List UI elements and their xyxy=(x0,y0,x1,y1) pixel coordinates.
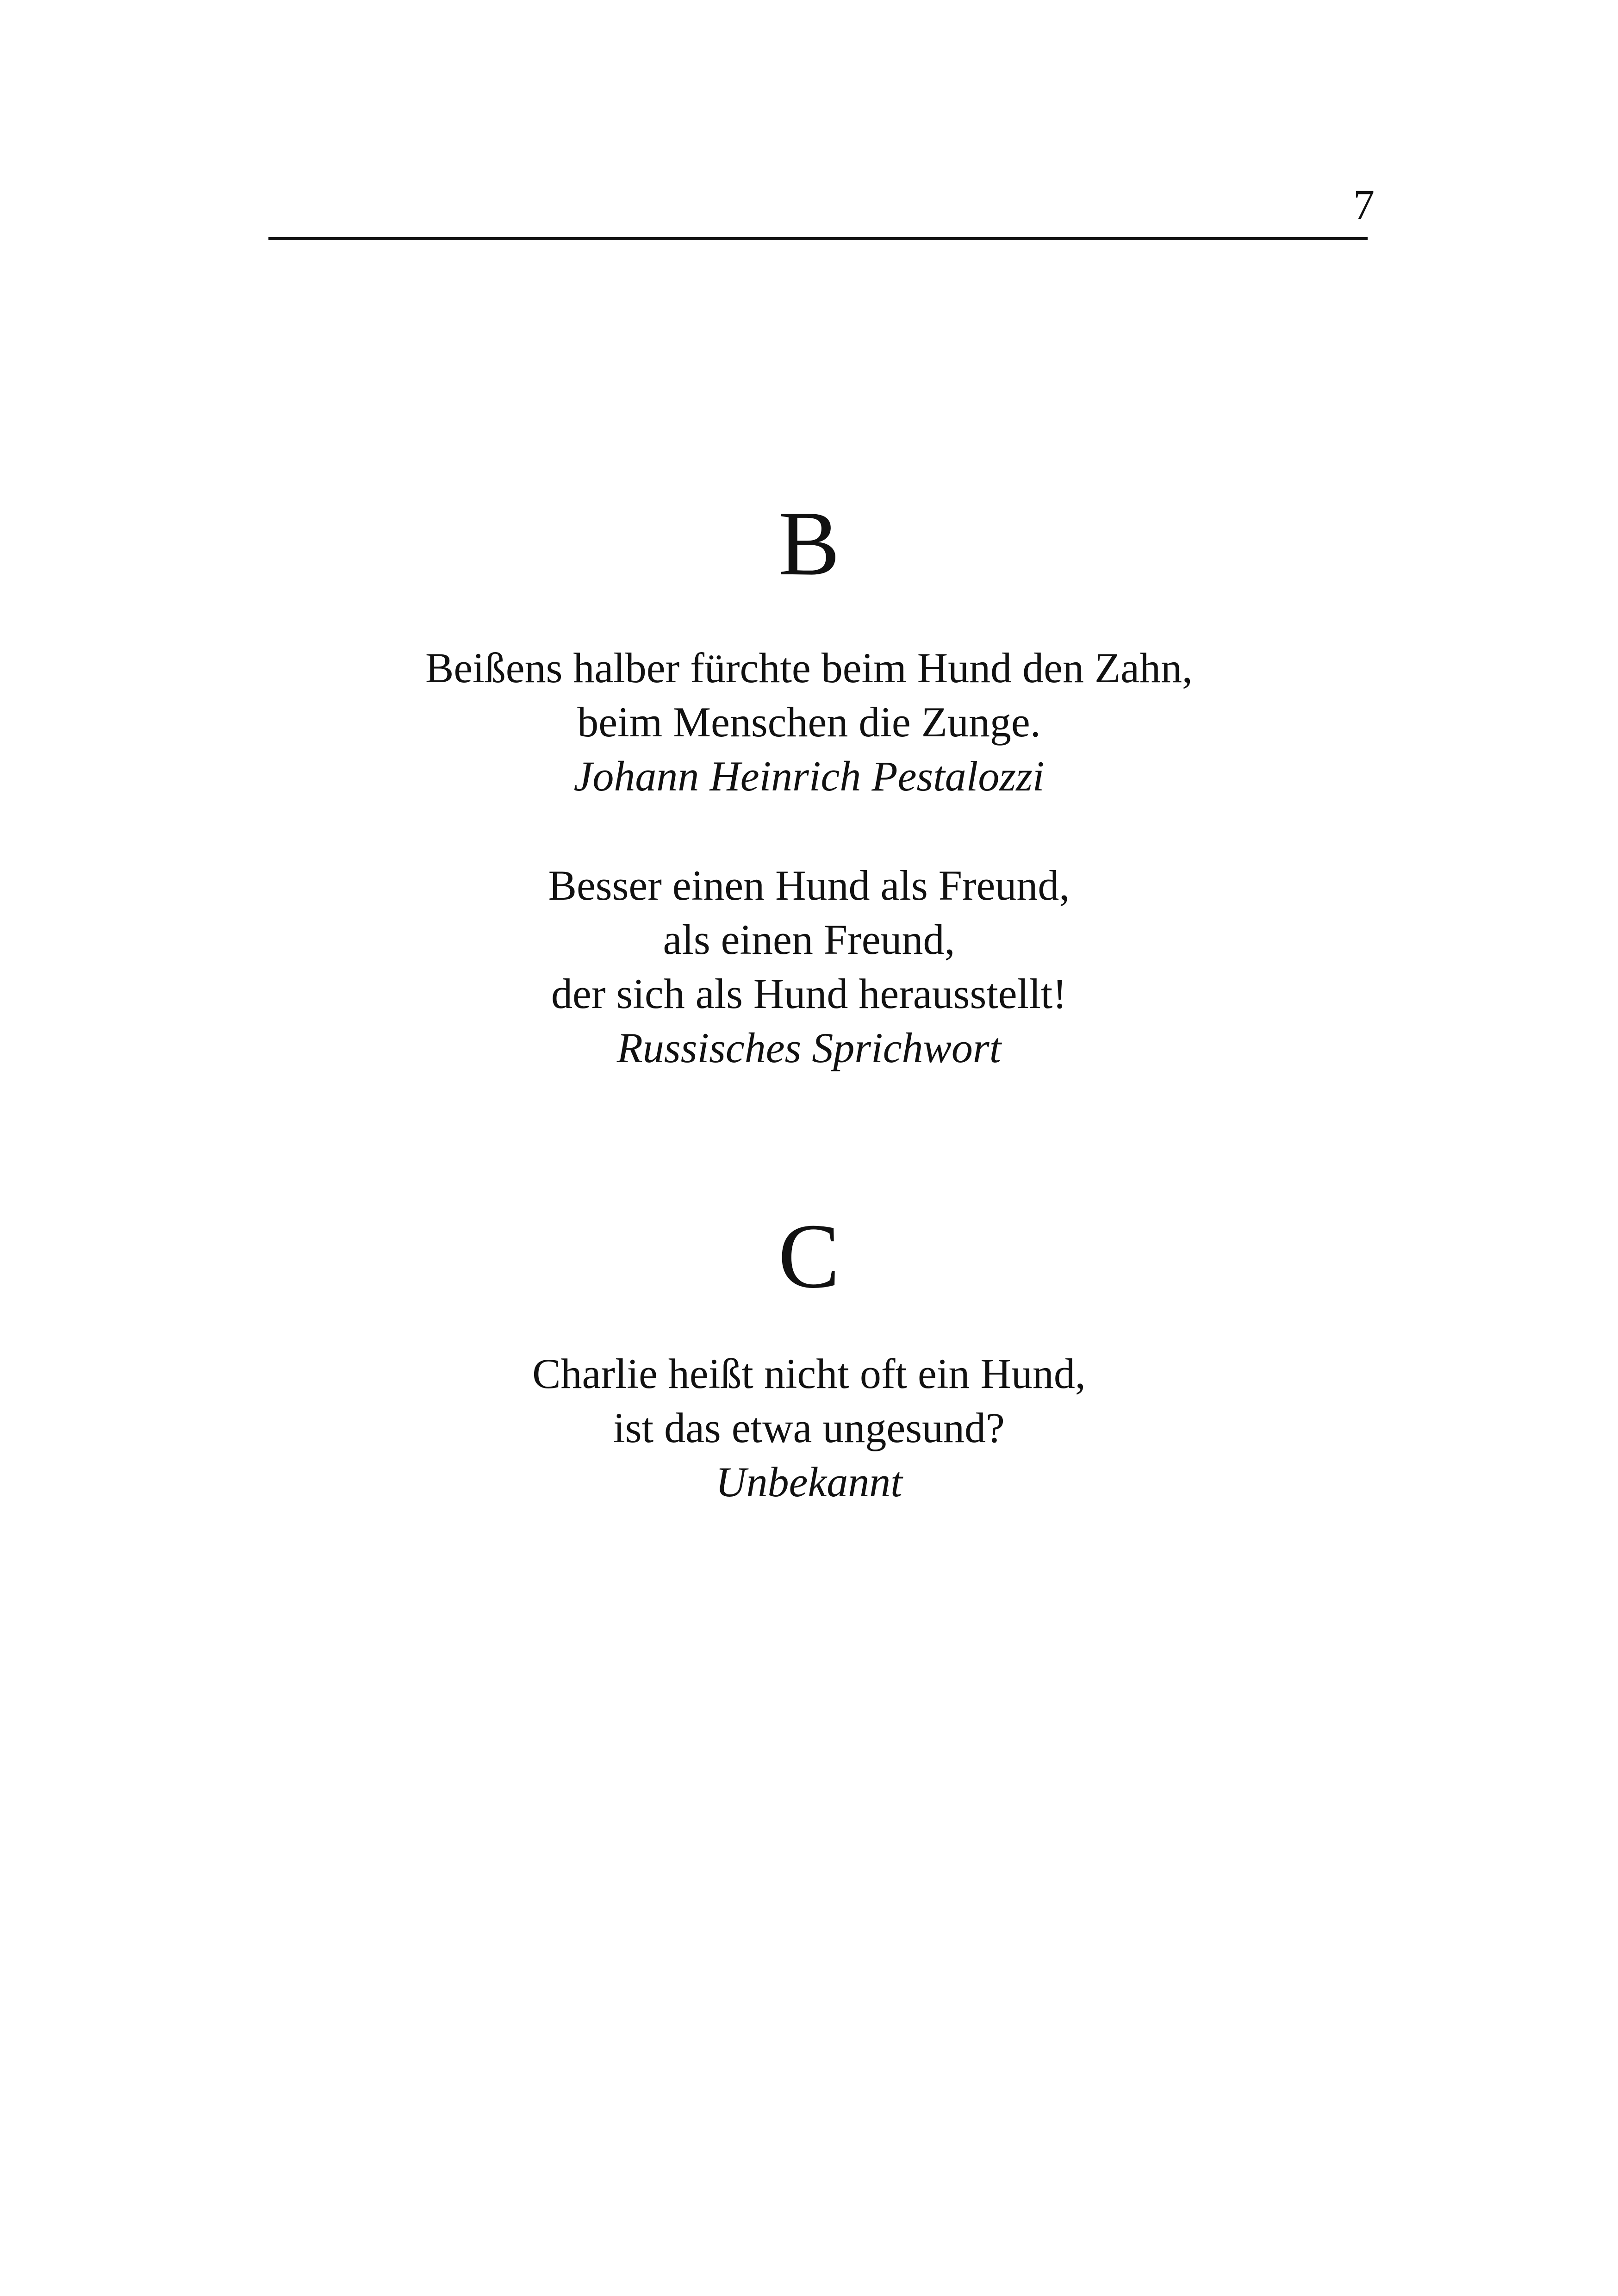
quote-russian-proverb xyxy=(0,859,1618,1075)
quote-line: Beißens halber fürchte beim Hund den Zahn, xyxy=(425,644,1193,691)
quote-line: beim Menschen die Zunge. xyxy=(577,698,1041,746)
quote-author: Johann Heinrich Pestalozzi xyxy=(573,753,1045,800)
quote-line: ist das etwa ungesund? xyxy=(613,1404,1005,1451)
page-number: 7 xyxy=(1353,181,1375,228)
quote-unknown xyxy=(0,1347,1618,1509)
quote-line: Besser einen Hund als Freund, xyxy=(548,862,1070,909)
quote-line: der sich als Hund herausstellt! xyxy=(551,970,1067,1017)
quote-author: Russisches Sprichwort xyxy=(616,1024,1002,1071)
section-letter-b: B xyxy=(778,492,840,595)
quote-author: Unbekannt xyxy=(716,1458,902,1506)
quote-line: als einen Freund, xyxy=(663,916,955,963)
header-rule xyxy=(268,237,1368,240)
quote-pestalozzi xyxy=(0,641,1618,803)
section-letter-c: C xyxy=(778,1205,840,1307)
quote-line: Charlie heißt nicht oft ein Hund, xyxy=(532,1350,1086,1397)
